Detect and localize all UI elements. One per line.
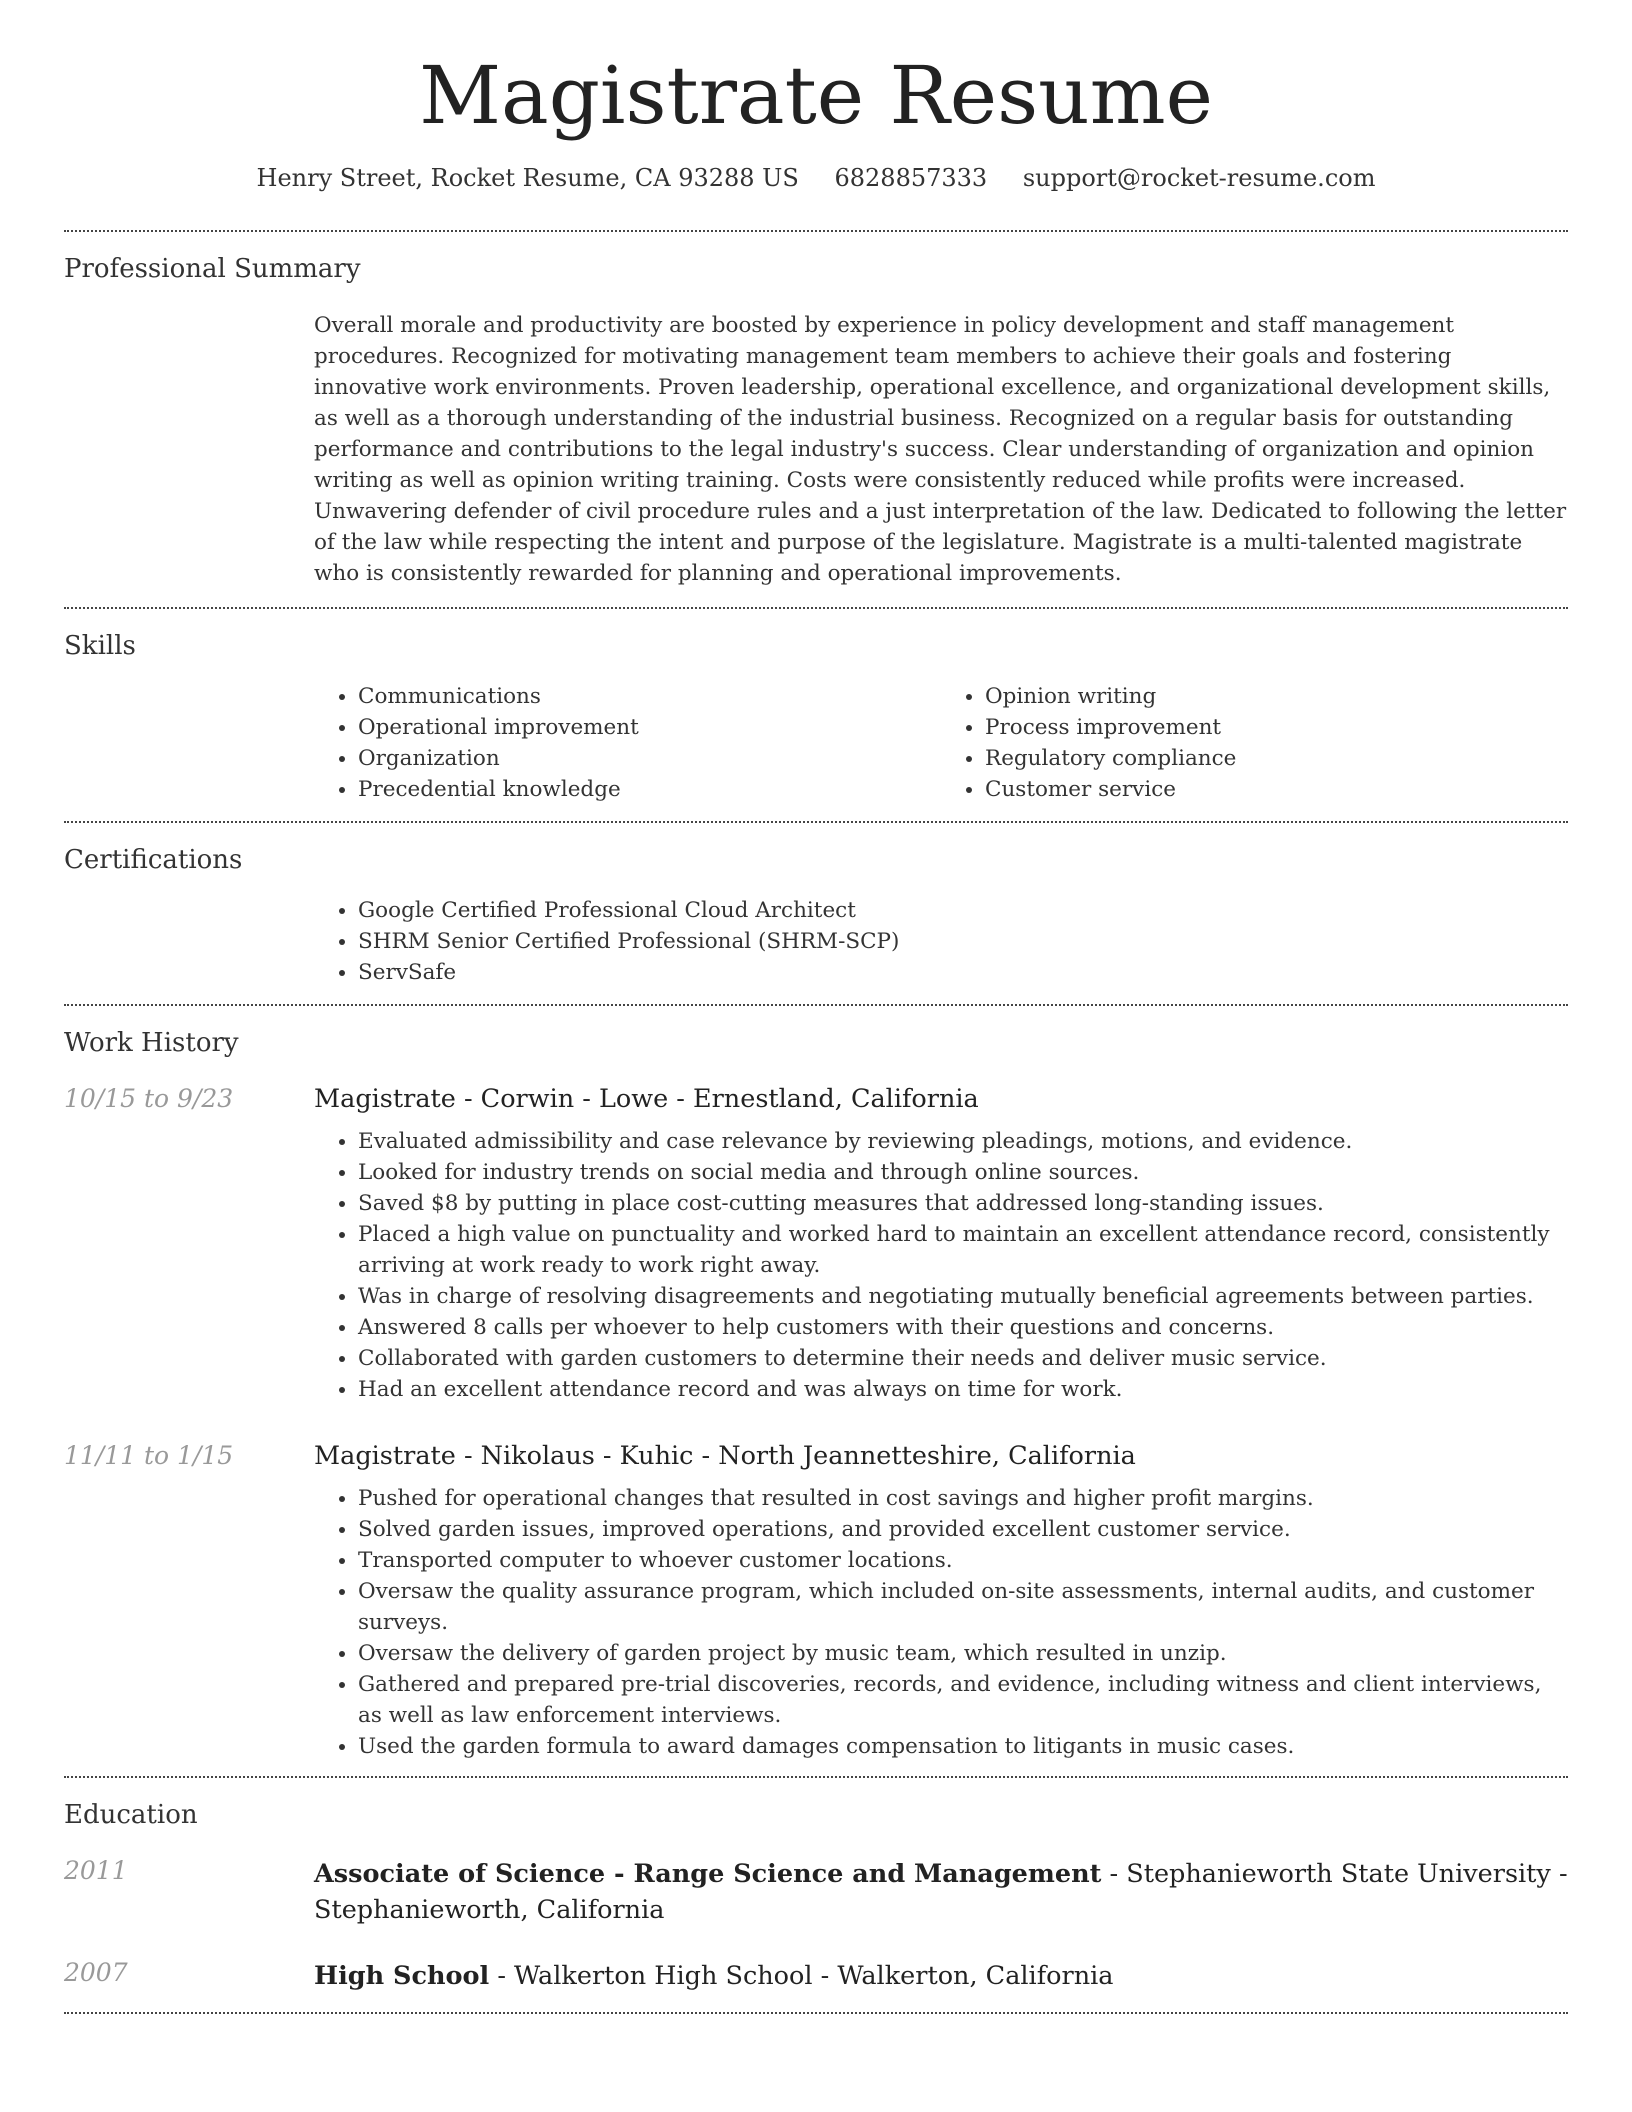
- certifications-section: [0, 823, 1632, 1004]
- education-body: [314, 1958, 1113, 1994]
- education-year: 2007: [64, 1958, 128, 1987]
- skills-list-right: [941, 681, 1568, 805]
- job-bullet: • Oversaw the delivery of garden project by music team, which resulted in unzip.: [358, 1638, 1568, 1669]
- job-bullet: • Transported computer to whoever customer locations.: [358, 1545, 1568, 1576]
- certification-item: • SHRM Senior Certified Professional (SHRM-SCP): [358, 926, 1568, 957]
- contact-address: Henry Street, Rocket Resume, CA 93288 US: [256, 164, 799, 192]
- summary-section: [0, 232, 1632, 607]
- certification-item: • ServSafe: [358, 957, 1568, 988]
- education-school: - Walkerton High School - Walkerton, California: [489, 1961, 1114, 1991]
- job-bullet: • Solved garden issues, improved operations, and provided excellent customer service.: [358, 1514, 1568, 1545]
- job-bullet: • Used the garden formula to award damages compensation to litigants in music cases.: [358, 1731, 1568, 1762]
- education-school: - Stephanieworth State University - Stephanieworth, California: [314, 1859, 1568, 1925]
- certifications-content: [314, 875, 1568, 1004]
- section-title-skills: Skills: [64, 631, 136, 661]
- section-title-work: Work History: [64, 1028, 239, 1058]
- job-bullet: • Gathered and prepared pre-trial discoveries, records, and evidence, including witness and client interviews, as well as law enforcement interviews.: [358, 1669, 1568, 1731]
- work-section: [0, 1006, 1632, 1776]
- skill-item: • Opinion writing: [985, 681, 1568, 712]
- divider: [64, 2012, 1568, 2014]
- certification-item: • Google Certified Professional Cloud Architect: [358, 895, 1568, 926]
- job-body: [314, 1441, 1568, 1762]
- skills-section: [0, 609, 1632, 821]
- contact-line: [0, 164, 1632, 192]
- education-degree: High School: [314, 1961, 490, 1991]
- job-bullet: • Collaborated with garden customers to determine their needs and deliver music service.: [358, 1343, 1568, 1374]
- skills-columns: [314, 661, 1568, 821]
- job-bullet: • Was in charge of resolving disagreements and negotiating mutually beneficial agreements between parties.: [358, 1281, 1568, 1312]
- job-bullet: • Pushed for operational changes that resulted in cost savings and higher profit margins.: [358, 1483, 1568, 1514]
- job-bullet: • Placed a high value on punctuality and worked hard to maintain an excellent attendance record, consistently arriving at work ready to work right away.: [358, 1219, 1568, 1281]
- job-dates: 11/11 to 1/15: [64, 1441, 234, 1470]
- education-entry: [64, 1856, 1568, 1928]
- job-entry: [64, 1084, 1568, 1405]
- summary-text: Overall morale and productivity are boosted by experience in policy development and staff management procedures. Recognized for motivating management team members to achieve their goals and fostering innovative work environments. Proven leadership, operational excellence, and organizational development skills, as well as a thorough understanding of the industrial business. Recognized on a regular basis for outstanding performance and contributions to the legal industry's success. Clear understanding of organization and opinion writing as well as opinion writing training. Costs were consistently reduced while profits were increased. Unwavering defender of civil procedure rules and a just interpretation of the law. Dedicated to following the letter of the law while respecting the intent and purpose of the legislature. Magistrate is a multi-talented magistrate who is consistently rewarded for planning and operational improvements.: [314, 313, 1567, 586]
- education-degree: Associate of Science - Range Science and Management: [314, 1859, 1102, 1889]
- resume-header: [0, 0, 1632, 192]
- education-year: 2011: [64, 1856, 128, 1885]
- job-bullet: • Had an excellent attendance record and was always on time for work.: [358, 1374, 1568, 1405]
- resume-title: Magistrate Resume: [419, 49, 1213, 142]
- section-title-education: Education: [64, 1800, 198, 1830]
- education-body: [314, 1856, 1568, 1928]
- job-bullet: • Looked for industry trends on social media and through online sources.: [358, 1157, 1568, 1188]
- skill-item: • Customer service: [985, 774, 1568, 805]
- certifications-list: [314, 895, 1568, 988]
- job-bullet: • Oversaw the quality assurance program, which included on-site assessments, internal audits, and customer surveys.: [358, 1576, 1568, 1638]
- skill-item: • Precedential knowledge: [358, 774, 941, 805]
- contact-phone: 6828857333: [834, 164, 988, 192]
- skill-item: • Operational improvement: [358, 712, 941, 743]
- skill-item: • Process improvement: [985, 712, 1568, 743]
- education-section: [0, 1778, 1632, 2012]
- job-bullets: [314, 1483, 1568, 1762]
- job-bullets: [314, 1126, 1568, 1405]
- education-entry: [64, 1958, 1568, 1994]
- job-bullet: • Answered 8 calls per whoever to help customers with their questions and concerns.: [358, 1312, 1568, 1343]
- job-title: Magistrate - Corwin - Lowe - Ernestland, California: [314, 1084, 979, 1114]
- skill-item: • Communications: [358, 681, 941, 712]
- job-bullet: • Evaluated admissibility and case relevance by reviewing pleadings, motions, and evidence.: [358, 1126, 1568, 1157]
- contact-email: support@rocket-resume.com: [1022, 164, 1376, 192]
- skill-item: • Regulatory compliance: [985, 743, 1568, 774]
- job-body: [314, 1084, 1568, 1405]
- job-dates: 10/15 to 9/23: [64, 1084, 234, 1113]
- skills-list-left: [314, 681, 941, 805]
- job-bullet: • Saved $8 by putting in place cost-cutting measures that addressed long-standing issues.: [358, 1188, 1568, 1219]
- skill-item: • Organization: [358, 743, 941, 774]
- section-title-summary: Professional Summary: [64, 254, 361, 284]
- job-title: Magistrate - Nikolaus - Kuhic - North Jeannetteshire, California: [314, 1441, 1136, 1471]
- job-entry: [64, 1441, 1568, 1762]
- section-title-certifications: Certifications: [64, 845, 243, 875]
